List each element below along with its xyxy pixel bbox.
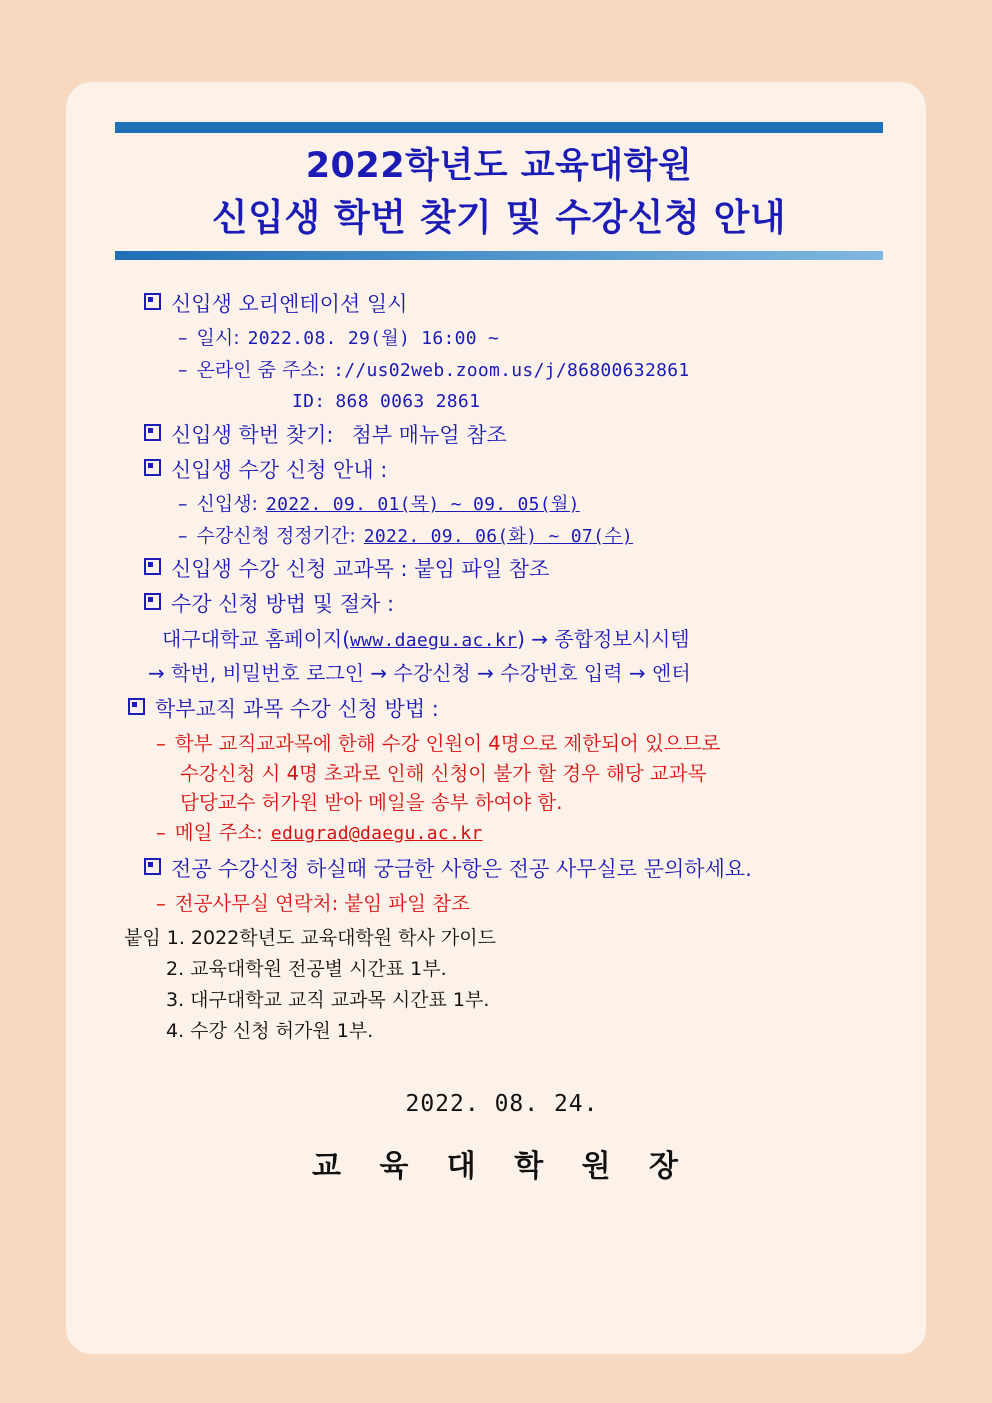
method-line1 bbox=[162, 629, 882, 650]
dash-icon: – bbox=[178, 327, 188, 349]
subject-row bbox=[144, 559, 882, 580]
attachment-item: 3. 대구대학교 교직 교과목 시간표 1부. bbox=[166, 989, 490, 1011]
square-bullet-icon bbox=[144, 858, 161, 875]
orientation-heading-row bbox=[144, 294, 882, 315]
freshman-period-row bbox=[178, 495, 882, 514]
teaching-note1: 학부 교직교과목에 한해 수강 인원이 4명으로 제한되어 있으므로 bbox=[174, 732, 721, 755]
notice-body bbox=[122, 294, 882, 1182]
title-block bbox=[114, 122, 884, 260]
inquiry-heading: 전공 수강신청 하실때 궁금한 사항은 전공 사무실로 문의하세요. bbox=[171, 856, 752, 881]
zoom-id-value: 868 0063 2861 bbox=[335, 391, 481, 412]
zoom-row bbox=[178, 361, 882, 380]
square-bullet-icon bbox=[144, 593, 161, 610]
issue-date: 2022. 08. 24. bbox=[405, 1091, 599, 1117]
method-line1-prefix: 대구대학교 홈페이지( bbox=[162, 627, 351, 651]
attachment-label: 붙임 1. 2022학년도 교육대학원 학사 가이드 bbox=[124, 927, 496, 949]
course-reg-heading-row bbox=[144, 460, 882, 481]
teaching-note-row3: 담당교수 허가원 받아 메일을 송부 하여야 함. bbox=[180, 791, 563, 814]
square-bullet-icon bbox=[144, 424, 161, 441]
teaching-note-row1 bbox=[156, 734, 882, 754]
teaching-heading-row bbox=[128, 699, 882, 720]
method-line1-suffix: ) → 종합정보시시템 bbox=[517, 627, 690, 651]
adjust-period: 2022. 09. 06(화) ~ 07(수) bbox=[363, 526, 634, 547]
zoom-label: 온라인 줌 주소: bbox=[196, 359, 326, 381]
teaching-note-row2: 수강신청 시 4명 초과로 인해 신청이 불가 할 경우 해당 교과목 bbox=[180, 761, 707, 785]
method-heading: 수강 신청 방법 및 절차 : bbox=[171, 592, 395, 616]
mail-label: 메일 주소: bbox=[174, 820, 263, 844]
adjust-period-row bbox=[178, 527, 882, 546]
signer-title: 교 육 대 학 원 장 bbox=[311, 1149, 693, 1184]
orientation-date-label: 일시: bbox=[196, 327, 240, 349]
dash-icon: – bbox=[156, 891, 166, 915]
title-rule-bottom bbox=[115, 251, 883, 260]
square-bullet-icon bbox=[144, 459, 161, 476]
attachment-item: 2. 교육대학원 전공별 시간표 1부. bbox=[166, 958, 447, 980]
dash-icon: – bbox=[178, 359, 188, 381]
notice-paper bbox=[66, 82, 926, 1354]
university-homepage-link[interactable]: www.daegu.ac.kr bbox=[350, 630, 518, 651]
square-bullet-icon bbox=[144, 558, 161, 575]
method-line2: → 학번, 비밀번호 로그인 → 수강신청 → 수강번호 입력 → 엔터 bbox=[148, 661, 691, 685]
dash-icon: – bbox=[178, 493, 188, 515]
inquiry-sub-row bbox=[156, 891, 882, 915]
page-title-line1: 2022학년도 교육대학원 bbox=[305, 146, 693, 186]
square-bullet-icon bbox=[128, 698, 145, 715]
find-id-row bbox=[144, 425, 882, 446]
inquiry-sub: 전공사무실 연락처: 붙임 파일 참조 bbox=[174, 891, 470, 915]
zoom-url[interactable]: ://us02web.zoom.us/j/86800632861 bbox=[333, 360, 690, 381]
page-title-line2: 신입생 학번 찾기 및 수강신청 안내 bbox=[211, 196, 787, 239]
orientation-date-row bbox=[178, 329, 882, 348]
freshman-label: 신입생: bbox=[196, 493, 258, 515]
freshman-period: 2022. 09. 01(목) ~ 09. 05(월) bbox=[265, 494, 580, 515]
dash-icon: – bbox=[178, 525, 188, 547]
course-reg-heading: 신입생 수강 신청 안내 : bbox=[171, 458, 388, 482]
inquiry-heading-row bbox=[144, 856, 882, 881]
mail-address-link[interactable]: edugrad@daegu.ac.kr bbox=[270, 822, 483, 844]
orientation-date-value: 2022.08. 29(월) 16:00 ~ bbox=[247, 328, 500, 349]
dash-icon: – bbox=[156, 732, 166, 755]
method-heading-row bbox=[144, 594, 882, 615]
zoom-id-row bbox=[292, 393, 882, 411]
find-id-heading: 신입생 학번 찾기: bbox=[171, 423, 334, 447]
orientation-heading: 신입생 오리엔테이션 일시 bbox=[171, 292, 408, 316]
find-id-value: 첨부 매뉴얼 참조 bbox=[351, 423, 507, 447]
teaching-heading: 학부교직 과목 수강 신청 방법 : bbox=[155, 697, 439, 721]
square-bullet-icon bbox=[144, 293, 161, 310]
adjust-label: 수강신청 정정기간: bbox=[196, 525, 356, 547]
dash-icon: – bbox=[156, 820, 166, 844]
mail-row bbox=[156, 820, 882, 844]
zoom-id-label: ID: bbox=[292, 391, 326, 412]
notice-content bbox=[122, 122, 882, 1182]
title-rule-top bbox=[115, 122, 883, 133]
attachment-item: 4. 수강 신청 허가원 1부. bbox=[166, 1020, 374, 1042]
subject-heading: 신입생 수강 신청 교과목 : 붙임 파일 참조 bbox=[171, 557, 550, 581]
